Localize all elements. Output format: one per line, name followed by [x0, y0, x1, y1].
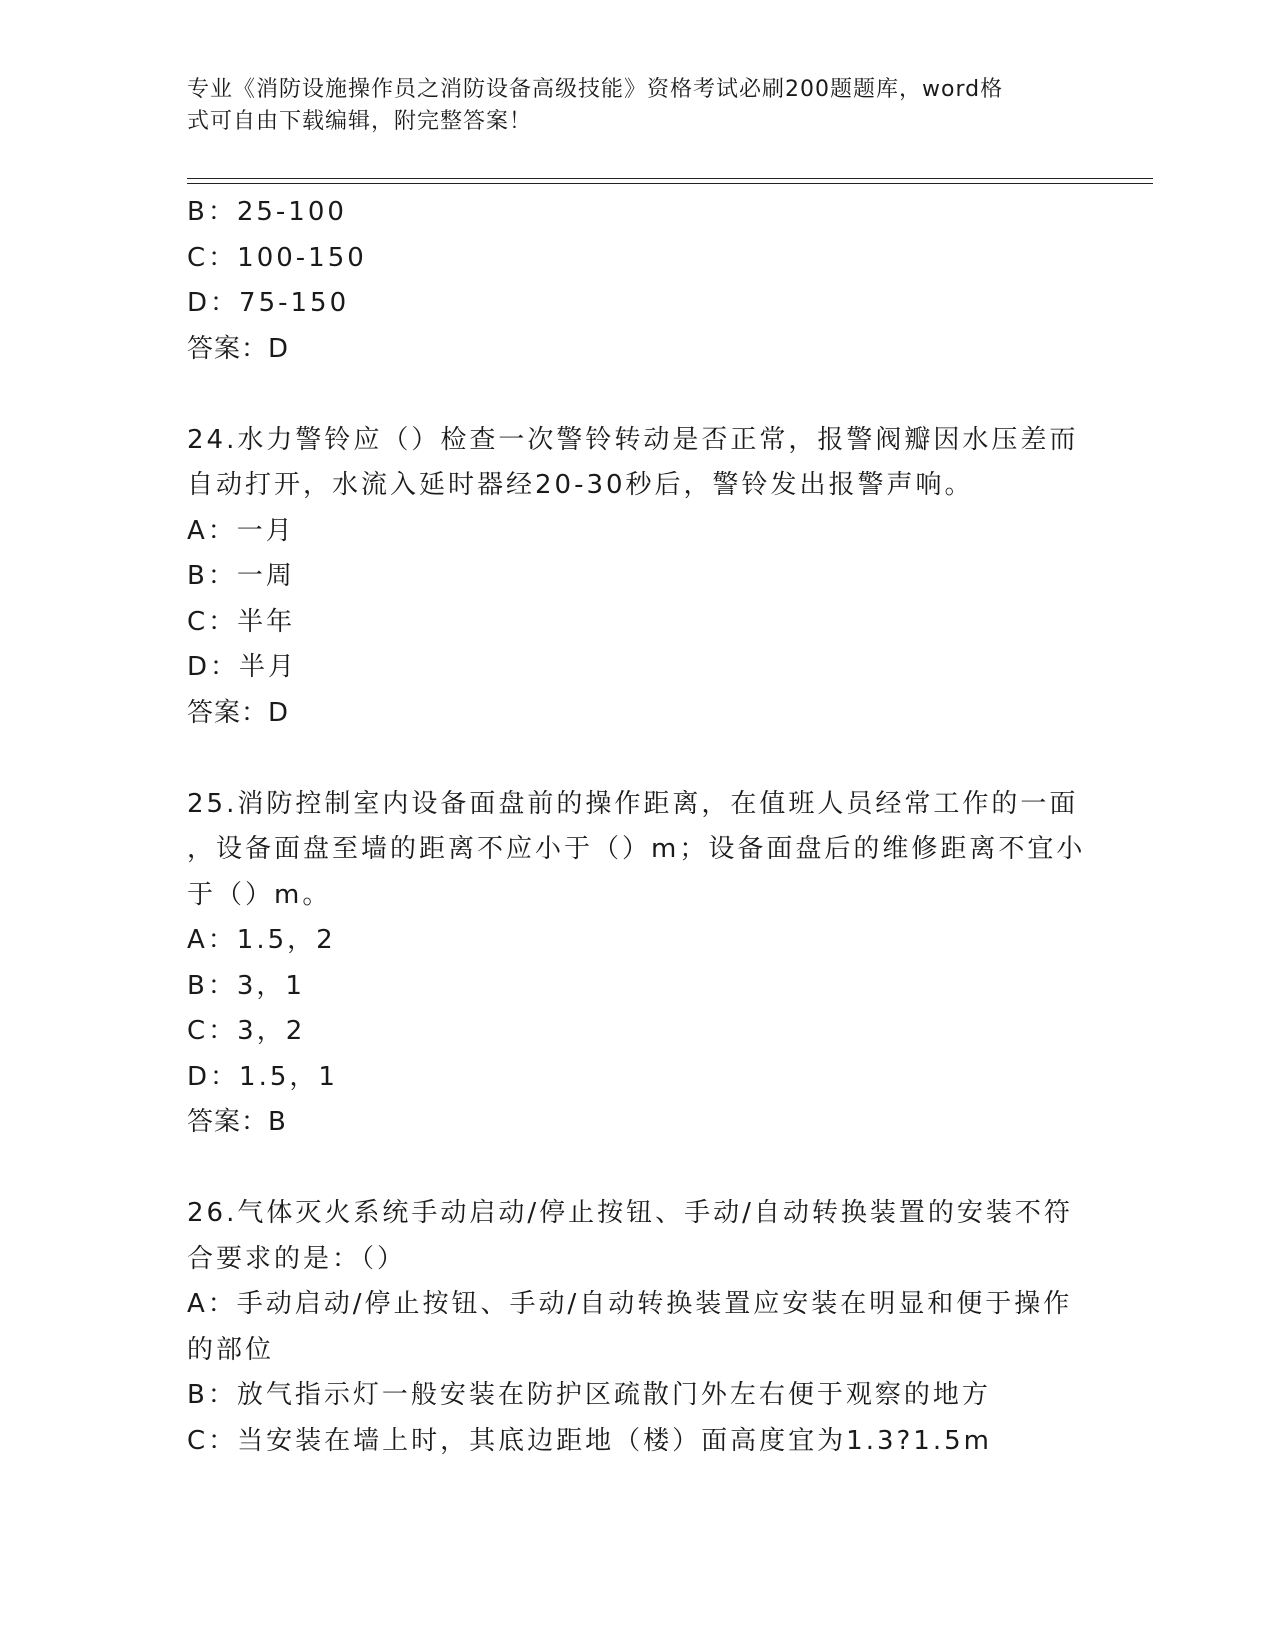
option-c: C：半年	[187, 606, 296, 637]
question-stem-line: ，设备面盘至墙的距离不应小于（）m；设备面盘后的维修距离不宜小	[187, 834, 1086, 864]
question-stem-line: 25.消防控制室内设备面盘前的操作距离，在值班人员经常工作的一面	[187, 788, 1079, 819]
spacer	[187, 736, 1067, 782]
header-divider-top	[187, 178, 1153, 179]
answer: 答案：B	[187, 1107, 287, 1137]
header-divider-bottom	[187, 183, 1153, 184]
option-a: A：一月	[187, 515, 295, 546]
question-23-tail	[187, 190, 1067, 372]
question-stem-line: 合要求的是：（）	[187, 1243, 407, 1274]
document-body	[187, 190, 1086, 1464]
option-d: D：1.5，1	[187, 1061, 338, 1092]
option-b: B：一周	[187, 561, 295, 591]
document-header	[187, 74, 1067, 138]
question-26	[187, 1191, 1073, 1464]
option-b: B：25-100	[187, 197, 347, 227]
question-25	[187, 782, 1086, 1146]
option-b: B：放气指示灯一般安装在防护区疏散门外左右便于观察的地方	[187, 1380, 991, 1410]
option-d: D：半月	[187, 652, 298, 682]
option-a-continued: 的部位	[187, 1334, 275, 1365]
option-a: A：1.5，2	[187, 925, 336, 955]
question-stem-line: 26.气体灭火系统手动启动/停止按钮、手动/自动转换装置的安装不符	[187, 1198, 1073, 1228]
option-a: A：手动启动/停止按钮、手动/自动转换装置应安装在明显和便于操作	[187, 1289, 1073, 1319]
spacer	[187, 372, 1067, 418]
option-d: D：75-150	[187, 288, 350, 318]
header-line-2: 式可自由下载编辑，附完整答案！	[187, 109, 533, 134]
option-c: C：当安装在墙上时，其底边距地（楼）面高度宜为1.3?1.5m	[187, 1425, 992, 1456]
option-c: C：100-150	[187, 242, 367, 273]
question-stem-line: 24.水力警铃应（）检查一次警铃转动是否正常，报警阀瓣因水压差而	[187, 424, 1079, 455]
question-24	[187, 418, 1079, 737]
option-c: C：3，2	[187, 1016, 306, 1046]
question-stem-line: 于（）m。	[187, 879, 332, 910]
answer: 答案：D	[187, 333, 290, 364]
answer: 答案：D	[187, 697, 290, 728]
header-line-1: 专业《消防设施操作员之消防设备高级技能》资格考试必刷200题题库，word格	[187, 77, 1004, 102]
option-b: B：3，1	[187, 970, 305, 1001]
spacer	[187, 1146, 1067, 1192]
question-stem-line: 自动打开，水流入延时器经20-30秒后，警铃发出报警声响。	[187, 470, 974, 500]
